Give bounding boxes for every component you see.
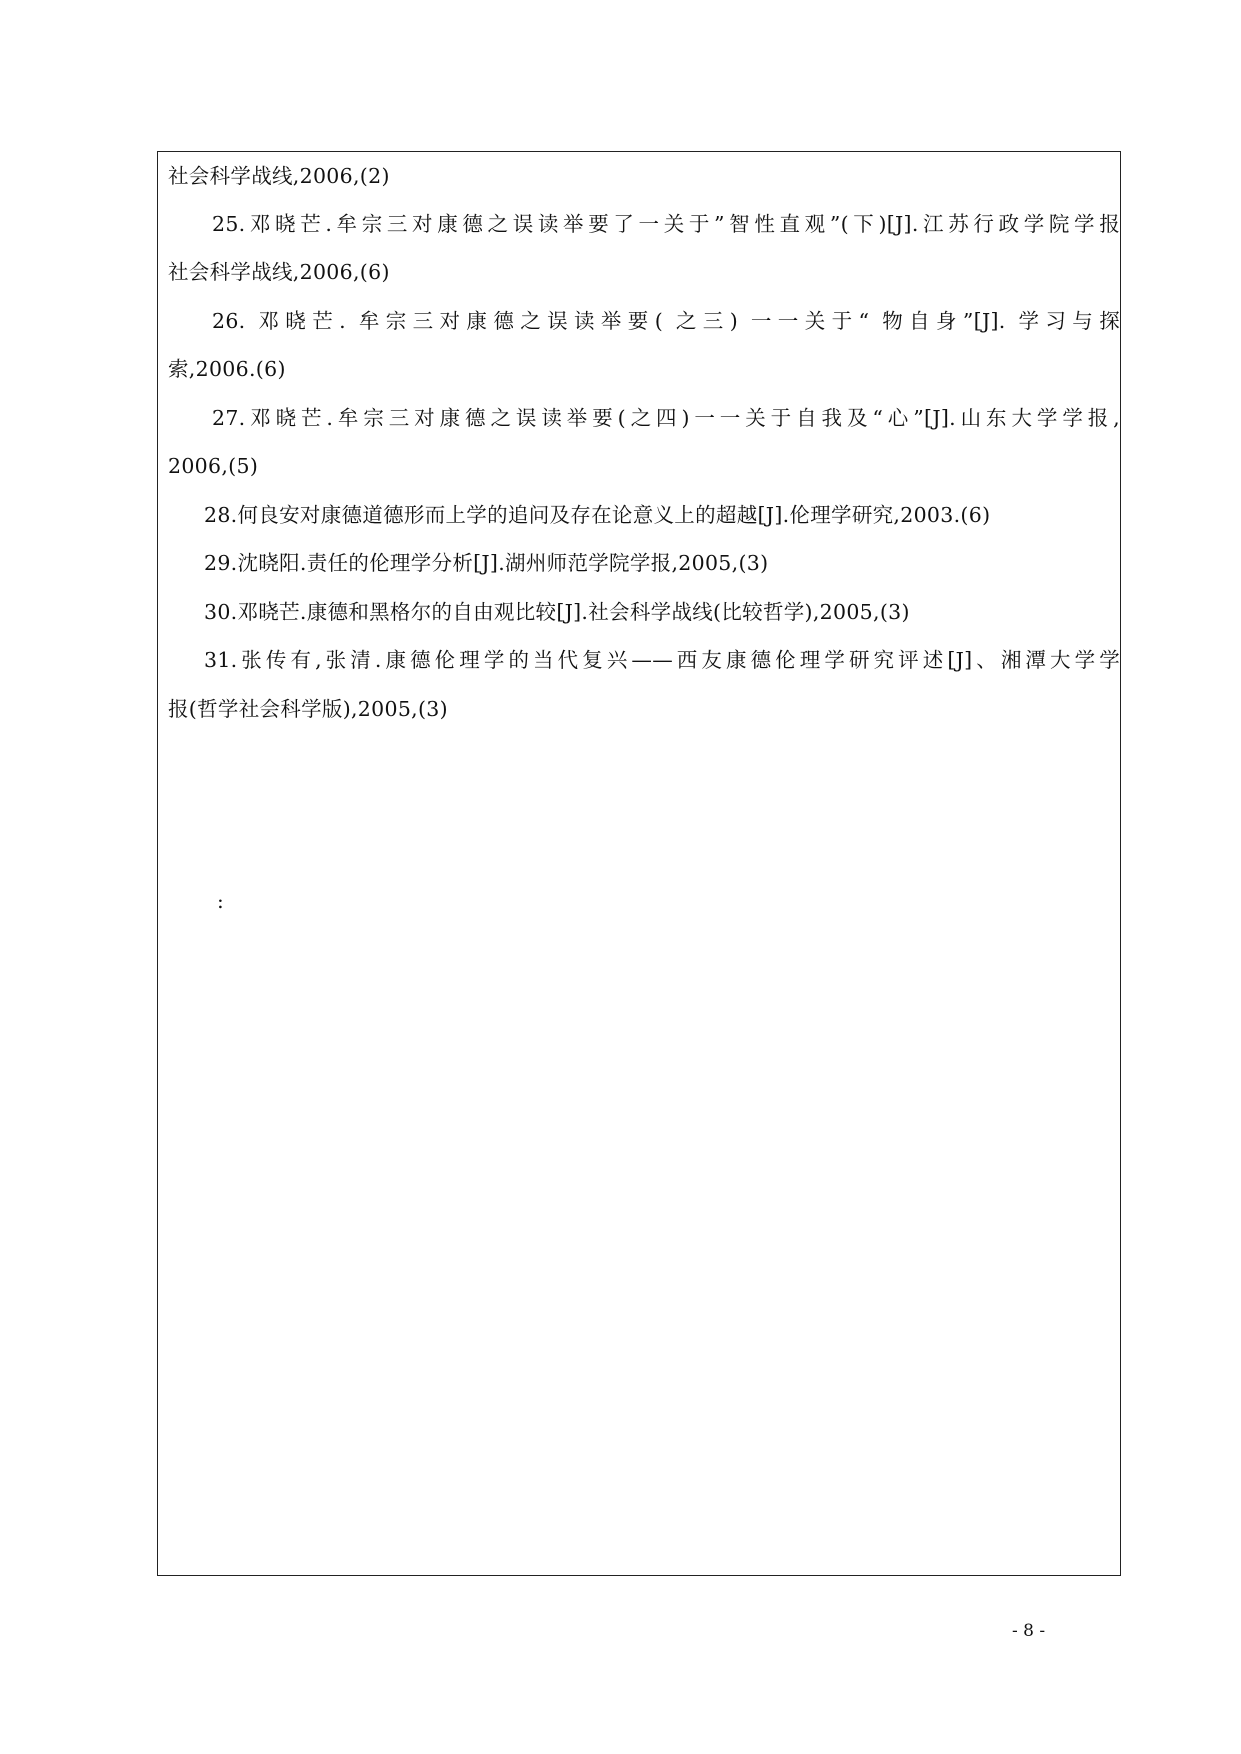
reference-31-line-1: 31.张传有,张清.康德伦理学的当代复兴——西友康德伦理学研究评述[J]、湘潭大学学 xyxy=(204,648,1120,672)
reference-27-line-2: 2006,(5) xyxy=(168,454,259,478)
reference-26-line-2: 索,2006.(6) xyxy=(168,357,286,381)
reference-29: 29.沈晓阳.责任的伦理学分析[J].湖州师范学院学报,2005,(3) xyxy=(204,551,769,575)
content-frame xyxy=(157,151,1121,1576)
stray-colon-mark: : xyxy=(217,889,224,913)
reference-continuation: 社会科学战线,2006,(2) xyxy=(168,164,390,188)
reference-26-line-1: 26. 邓晓芒. 牟宗三对康德之误读举要( 之三) 一一关于“ 物自身”[J]. 学习与探 xyxy=(212,309,1120,333)
page-number: - 8 - xyxy=(1012,1621,1046,1641)
reference-31-line-2: 报(哲学社会科学版),2005,(3) xyxy=(168,697,448,721)
reference-27-line-1: 27.邓晓芒.牟宗三对康德之误读举要(之四)一一关于自我及“心”[J].山东大学学报, xyxy=(212,406,1120,430)
reference-25-line-2: 社会科学战线,2006,(6) xyxy=(168,260,390,284)
reference-30: 30.邓晓芒.康德和黑格尔的自由观比较[J].社会科学战线(比较哲学),2005,(3) xyxy=(204,600,910,624)
reference-25-line-1: 25.邓晓芒.牟宗三对康德之误读举要了一关于”智性直观”(下)[J].江苏行政学院学报 xyxy=(212,212,1120,236)
reference-28: 28.何良安对康德道德形而上学的追问及存在论意义上的超越[J].伦理学研究,2003.(6) xyxy=(204,503,991,527)
